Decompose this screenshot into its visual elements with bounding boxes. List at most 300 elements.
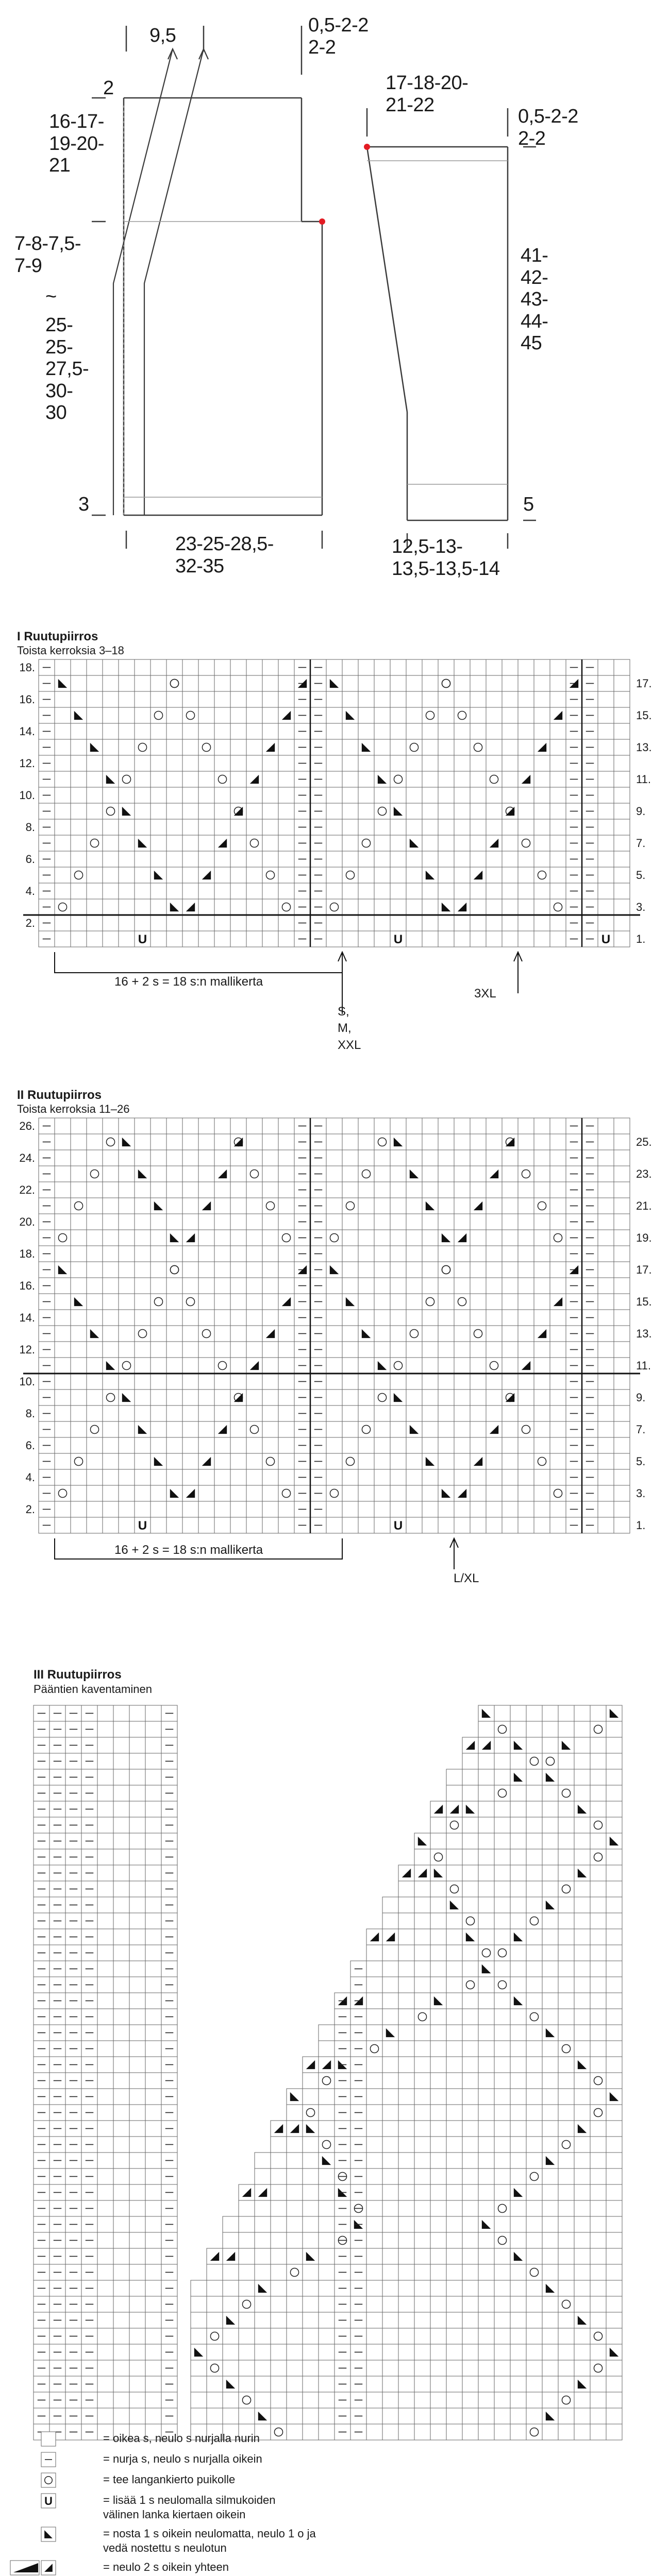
chart2-cell xyxy=(550,1198,566,1214)
chart3-right-cell xyxy=(606,2009,622,2025)
chart3-right-cell xyxy=(510,2200,526,2216)
chart1-cell xyxy=(454,819,470,835)
chart3-right-cell xyxy=(510,2073,526,2089)
chart2-cell xyxy=(406,1182,422,1198)
chart2-cell xyxy=(214,1517,230,1533)
chart2-cell xyxy=(342,1469,358,1485)
chart3-right-cell xyxy=(574,2089,590,2105)
chart2-cell xyxy=(87,1421,103,1437)
chart1-cell xyxy=(198,835,214,851)
chart1-cell xyxy=(151,739,166,755)
chart2-cell xyxy=(422,1246,438,1262)
chart2-cell xyxy=(103,1246,119,1262)
chart1-cell xyxy=(246,819,262,835)
chart3-right-cell xyxy=(398,2073,414,2089)
chart2-cell xyxy=(518,1358,534,1374)
chart2-cell xyxy=(454,1517,470,1533)
chart1-cell xyxy=(342,691,358,707)
chart2-cell xyxy=(182,1469,198,1485)
chart2-cell xyxy=(119,1262,135,1278)
chart3-right-cell xyxy=(526,2360,542,2376)
chart3-right-cell xyxy=(382,2312,398,2328)
chart2-cell xyxy=(358,1437,374,1453)
chart2-cell xyxy=(198,1230,214,1246)
chart3-right-cell xyxy=(366,2073,382,2089)
chart3-right-cell xyxy=(462,2424,478,2440)
chart1-cell xyxy=(166,787,182,803)
chart3-right-cell xyxy=(446,1993,462,2009)
chart3-left-cell xyxy=(145,2328,161,2344)
chart3-left-cell xyxy=(97,2153,113,2168)
chart2-cell xyxy=(326,1198,342,1214)
chart1-cell xyxy=(198,659,214,675)
chart3-right-cell xyxy=(382,1993,398,2009)
chart3-right-cell xyxy=(590,2057,606,2073)
chart3-right-cell xyxy=(271,2264,287,2280)
chart2-cell xyxy=(278,1421,294,1437)
chart3-right-cell xyxy=(558,2360,574,2376)
chart2-cell xyxy=(103,1501,119,1517)
chart3-right-cell xyxy=(319,2041,335,2057)
chart3-right-cell xyxy=(414,2312,430,2328)
chart2-cell xyxy=(246,1118,262,1134)
chart3-right-cell xyxy=(574,2105,590,2121)
chart1-cell xyxy=(598,867,614,883)
chart3-right-cell xyxy=(606,1977,622,1993)
chart3-right-cell xyxy=(462,2248,478,2264)
row-number-label: 15. xyxy=(636,1295,652,1308)
chart1-cell xyxy=(390,915,406,931)
chart3-left-cell xyxy=(113,2025,129,2041)
chart2-cell xyxy=(550,1214,566,1230)
chart2-cell xyxy=(614,1326,630,1342)
chart2-cell xyxy=(502,1198,518,1214)
chart3-right-cell xyxy=(558,2248,574,2264)
chart3-right-cell xyxy=(526,2041,542,2057)
chart1-cell xyxy=(71,723,87,739)
chart2-cell xyxy=(278,1262,294,1278)
chart1-cell xyxy=(262,867,278,883)
chart3-right-cell xyxy=(382,2200,398,2216)
chart3-right-cell xyxy=(398,2009,414,2025)
chart3-left-cell xyxy=(145,1945,161,1961)
chart2-cell xyxy=(550,1501,566,1517)
chart3-right-cell xyxy=(303,2312,319,2328)
chart2-cell xyxy=(614,1374,630,1389)
chart1-cell xyxy=(214,675,230,691)
chart2-cell xyxy=(502,1230,518,1246)
chart1-cell xyxy=(358,835,374,851)
chart1-cell xyxy=(182,739,198,755)
chart2-cell xyxy=(135,1437,151,1453)
chart3-right-cell xyxy=(478,2424,494,2440)
chart2-cell xyxy=(374,1421,390,1437)
chart3-right-cell xyxy=(478,2153,494,2168)
chart2-cell xyxy=(342,1342,358,1358)
chart2-cell xyxy=(214,1134,230,1150)
chart3-right-cell xyxy=(446,2232,462,2248)
chart1-cell xyxy=(406,851,422,867)
chart2-cell xyxy=(262,1485,278,1501)
chart1-cell xyxy=(182,659,198,675)
chart2-cell xyxy=(486,1214,502,1230)
chart2-cell xyxy=(422,1294,438,1310)
chart2-cell xyxy=(486,1118,502,1134)
chart2-cell xyxy=(502,1166,518,1182)
chart2-cell xyxy=(326,1310,342,1326)
chart2-cell xyxy=(119,1469,135,1485)
chart3-right-cell xyxy=(558,1785,574,1801)
chart3-right-cell xyxy=(526,1929,542,1945)
chart3-left-cell xyxy=(129,2057,145,2073)
chart3-right-cell xyxy=(590,1849,606,1865)
chart3-right-cell xyxy=(414,2105,430,2121)
chart3-right-cell xyxy=(478,2089,494,2105)
chart2-cell xyxy=(71,1469,87,1485)
chart3-right-cell xyxy=(590,2344,606,2360)
chart3-right-cell xyxy=(287,2392,303,2408)
chart3-right-cell xyxy=(510,1833,526,1849)
chart2-cell xyxy=(71,1485,87,1501)
chart2-cell xyxy=(598,1326,614,1342)
chart2-cell xyxy=(103,1389,119,1405)
chart3-right-cell xyxy=(223,2360,239,2376)
chart2-cell xyxy=(470,1421,486,1437)
chart3-right-cell xyxy=(590,2328,606,2344)
chart3-right-cell xyxy=(382,2216,398,2232)
chart3-right-cell xyxy=(446,1961,462,1977)
chart3-right-cell xyxy=(558,2137,574,2153)
chart2-cell xyxy=(87,1389,103,1405)
chart3-right-cell xyxy=(287,2360,303,2376)
chart1-cell xyxy=(55,675,71,691)
chart2-cell xyxy=(406,1405,422,1421)
chart2-cell xyxy=(518,1134,534,1150)
chart3-right-cell xyxy=(398,1961,414,1977)
chart3-right-cell xyxy=(366,2057,382,2073)
chart3-right-cell xyxy=(398,2216,414,2232)
chart1-cell xyxy=(278,739,294,755)
chart3-right-cell xyxy=(574,2073,590,2089)
chart1-cell xyxy=(214,771,230,787)
chart3-right-cell xyxy=(223,2344,239,2360)
chart1-cell xyxy=(182,835,198,851)
chart1-cell xyxy=(518,659,534,675)
chart3-right-cell xyxy=(366,2168,382,2184)
chart3-right-cell xyxy=(414,2376,430,2392)
chart2-cell xyxy=(135,1453,151,1469)
chart2-cell xyxy=(246,1198,262,1214)
chart1-cell xyxy=(182,691,198,707)
chart3-right-cell xyxy=(319,2168,335,2184)
chart3-right-cell xyxy=(239,2296,255,2312)
chart1-cell xyxy=(135,675,151,691)
chart1-cell xyxy=(438,691,454,707)
chart2-cell xyxy=(326,1374,342,1389)
chart3-right-cell xyxy=(462,2216,478,2232)
chart2-cell xyxy=(598,1501,614,1517)
chart1-cell xyxy=(182,915,198,931)
chart2-cell xyxy=(598,1485,614,1501)
chart1-cell xyxy=(182,931,198,947)
chart3-right-cell xyxy=(239,2280,255,2296)
body-rib-label: 3 xyxy=(78,494,89,515)
chart2-cell xyxy=(550,1310,566,1326)
chart2-cell xyxy=(422,1485,438,1501)
chart3-left-cell xyxy=(113,1769,129,1785)
chart3-left-cell xyxy=(129,2312,145,2328)
chart3-right-cell xyxy=(574,2184,590,2200)
chart3-right-cell xyxy=(430,2184,446,2200)
chart1-cell xyxy=(182,707,198,723)
chart3-right-cell xyxy=(446,2041,462,2057)
chart1-cell xyxy=(454,771,470,787)
chart2-cell xyxy=(71,1214,87,1230)
chart1-cell xyxy=(470,835,486,851)
chart3-left-cell xyxy=(113,2328,129,2344)
chart3-right-cell xyxy=(303,2408,319,2424)
chart3-left-cell xyxy=(145,1801,161,1817)
chart1-cell xyxy=(55,931,71,947)
chart1-cell xyxy=(103,819,119,835)
chart3-right-cell xyxy=(446,2057,462,2073)
chart2-cell xyxy=(454,1118,470,1134)
chart3-right-cell xyxy=(446,2105,462,2121)
chart3-right-cell xyxy=(542,1961,558,1977)
chart3-right-cell xyxy=(319,2089,335,2105)
chart3-right-cell xyxy=(191,2312,207,2328)
chart3-right-cell xyxy=(366,2041,382,2057)
chart3-right-cell xyxy=(414,2184,430,2200)
chart3-right-cell xyxy=(510,2105,526,2121)
chart3-left-cell xyxy=(97,2312,113,2328)
chart2-cell xyxy=(55,1517,71,1533)
chart3-right-cell xyxy=(382,2137,398,2153)
chart1-cell xyxy=(198,803,214,819)
chart3-right-cell xyxy=(462,2025,478,2041)
chart2-cell xyxy=(230,1326,246,1342)
chart3-right-cell xyxy=(590,2153,606,2168)
chart2-cell xyxy=(262,1389,278,1405)
chart2-cell xyxy=(326,1485,342,1501)
chart1-cell xyxy=(278,691,294,707)
chart2-cell xyxy=(358,1485,374,1501)
chart3-right-cell xyxy=(574,2025,590,2041)
chart2-cell xyxy=(326,1278,342,1294)
chart1-cell xyxy=(87,819,103,835)
chart2-cell xyxy=(422,1501,438,1517)
chart2-cell xyxy=(55,1501,71,1517)
chart3-right-cell xyxy=(271,2232,287,2248)
chart2-cell xyxy=(182,1278,198,1294)
chart2-cell xyxy=(246,1501,262,1517)
chart3-right-cell xyxy=(558,1993,574,2009)
chart2-cell xyxy=(246,1294,262,1310)
chart1-cell xyxy=(486,819,502,835)
chart2-cell xyxy=(374,1118,390,1134)
chart1-cell xyxy=(103,867,119,883)
chart3-right-cell xyxy=(558,1977,574,1993)
chart2-cell xyxy=(534,1374,550,1389)
chart2-cell xyxy=(135,1294,151,1310)
chart2-cell xyxy=(518,1501,534,1517)
chart3-right-cell xyxy=(526,2248,542,2264)
chart1-cell xyxy=(598,883,614,899)
chart3-right-cell xyxy=(271,2392,287,2408)
chart3-right-cell xyxy=(271,2216,287,2232)
chart3-right-cell xyxy=(398,2121,414,2137)
chart3-right-cell xyxy=(414,2137,430,2153)
chart3-right-cell xyxy=(430,2168,446,2184)
chart2-cell xyxy=(214,1437,230,1453)
chart2-cell xyxy=(390,1326,406,1342)
chart2-cell xyxy=(486,1134,502,1150)
chart2-cell xyxy=(598,1405,614,1421)
chart1-cell xyxy=(534,707,550,723)
chart2-cell xyxy=(262,1517,278,1533)
chart3-right-cell xyxy=(271,2280,287,2296)
chart2-cell xyxy=(614,1150,630,1166)
chart2-cell xyxy=(214,1342,230,1358)
chart2-cell xyxy=(166,1294,182,1310)
chart3-right-cell xyxy=(510,1865,526,1881)
chart3-right-cell xyxy=(446,1945,462,1961)
chart2-cell xyxy=(374,1278,390,1294)
chart3-right-cell xyxy=(462,2232,478,2248)
chart2-cell xyxy=(486,1342,502,1358)
chart3-left-cell xyxy=(113,2216,129,2232)
chart1-cell xyxy=(135,819,151,835)
chart2-cell xyxy=(502,1310,518,1326)
chart3-right-cell xyxy=(271,2137,287,2153)
chart1-cell xyxy=(518,707,534,723)
chart3-right-cell xyxy=(462,2073,478,2089)
chart3-right-cell xyxy=(606,2153,622,2168)
chart1-cell xyxy=(182,771,198,787)
chart2-cell xyxy=(151,1310,166,1326)
chart1-cell xyxy=(550,771,566,787)
chart1-cell xyxy=(358,723,374,739)
chart3-right-cell xyxy=(478,2376,494,2392)
chart1-cell xyxy=(87,883,103,899)
chart2-cell xyxy=(598,1469,614,1485)
chart3-right-cell xyxy=(574,2344,590,2360)
chart2-cell xyxy=(502,1437,518,1453)
chart2-cell xyxy=(151,1421,166,1437)
chart1-cell xyxy=(598,819,614,835)
chart3-right-cell xyxy=(462,1961,478,1977)
chart3-left-cell xyxy=(97,1897,113,1913)
chart3-right-cell xyxy=(574,1929,590,1945)
chart2-cell xyxy=(246,1326,262,1342)
chart2-cell xyxy=(246,1310,262,1326)
chart3-right-cell xyxy=(430,1913,446,1929)
chart1-cell xyxy=(230,771,246,787)
chart1-cell xyxy=(614,739,630,755)
chart2-cell xyxy=(454,1214,470,1230)
chart2-cell xyxy=(135,1134,151,1150)
chart2-cell xyxy=(119,1182,135,1198)
chart1-cell xyxy=(246,707,262,723)
chart3-right-cell xyxy=(574,1833,590,1849)
chart1-cell xyxy=(358,787,374,803)
chart3-right-cell xyxy=(526,2200,542,2216)
chart3-right-cell xyxy=(542,2328,558,2344)
chart2-cell xyxy=(438,1501,454,1517)
chart2-cell xyxy=(262,1469,278,1485)
chart2-cell xyxy=(262,1134,278,1150)
chart1-cell xyxy=(214,851,230,867)
chart1-cell xyxy=(119,707,135,723)
chart3-right-cell xyxy=(478,1913,494,1929)
chart3-right-cell xyxy=(414,2264,430,2280)
chart3-right-cell xyxy=(303,2296,319,2312)
chart3-right-cell xyxy=(558,2200,574,2216)
chart2-cell xyxy=(486,1517,502,1533)
chart2-cell xyxy=(502,1262,518,1278)
chart2-cell xyxy=(55,1246,71,1262)
chart2-cell xyxy=(550,1374,566,1389)
chart2-cell xyxy=(119,1326,135,1342)
chart3-right-cell xyxy=(526,1753,542,1769)
chart3-right-cell xyxy=(303,2376,319,2392)
chart3-left-cell xyxy=(129,2344,145,2360)
chart3-right-cell xyxy=(590,1769,606,1785)
chart3-left-cell xyxy=(145,2073,161,2089)
chart2-cell xyxy=(614,1262,630,1278)
chart2-cell xyxy=(358,1278,374,1294)
chart3-right-cell xyxy=(366,1961,382,1977)
chart3-right-cell xyxy=(430,2232,446,2248)
chart1-cell xyxy=(326,851,342,867)
neck-width-label: 9,5 xyxy=(149,25,176,46)
chart1-cell xyxy=(214,787,230,803)
chart3-right-cell xyxy=(446,2137,462,2153)
chart1-cell xyxy=(166,931,182,947)
chart3-right-cell xyxy=(558,1721,574,1737)
chart3-right-cell xyxy=(478,1977,494,1993)
chart1-cell xyxy=(230,819,246,835)
chart3-right-cell xyxy=(430,2280,446,2296)
armhole-depth-label: 16-17- 19-20- 21 xyxy=(49,111,104,177)
chart3-right-cell xyxy=(430,2200,446,2216)
chart3-left-cell xyxy=(129,2248,145,2264)
chart2-cell xyxy=(454,1278,470,1294)
chart3-right-cell xyxy=(207,2376,223,2392)
chart2-cell xyxy=(342,1278,358,1294)
chart3-right-cell xyxy=(494,2025,510,2041)
chart3-right-cell xyxy=(590,2248,606,2264)
chart3-right-cell xyxy=(366,2376,382,2392)
chart3-right-cell xyxy=(542,2248,558,2264)
chart2-cell xyxy=(486,1389,502,1405)
chart3-right-cell xyxy=(558,1929,574,1945)
chart2-cell xyxy=(614,1214,630,1230)
chart3-right-cell xyxy=(510,2168,526,2184)
chart3-left-cell xyxy=(97,1865,113,1881)
chart2-cell xyxy=(470,1294,486,1310)
chart1-cell xyxy=(406,691,422,707)
chart1-cell xyxy=(262,851,278,867)
chart3-left-cell xyxy=(145,1753,161,1769)
chart1-cell xyxy=(135,899,151,915)
chart3-right-cell xyxy=(446,2280,462,2296)
chart1-cell xyxy=(71,803,87,819)
chart3-left-cell xyxy=(129,2025,145,2041)
chart2-cell xyxy=(374,1453,390,1469)
chart1-cell xyxy=(374,867,390,883)
chart3-right-cell xyxy=(510,1897,526,1913)
